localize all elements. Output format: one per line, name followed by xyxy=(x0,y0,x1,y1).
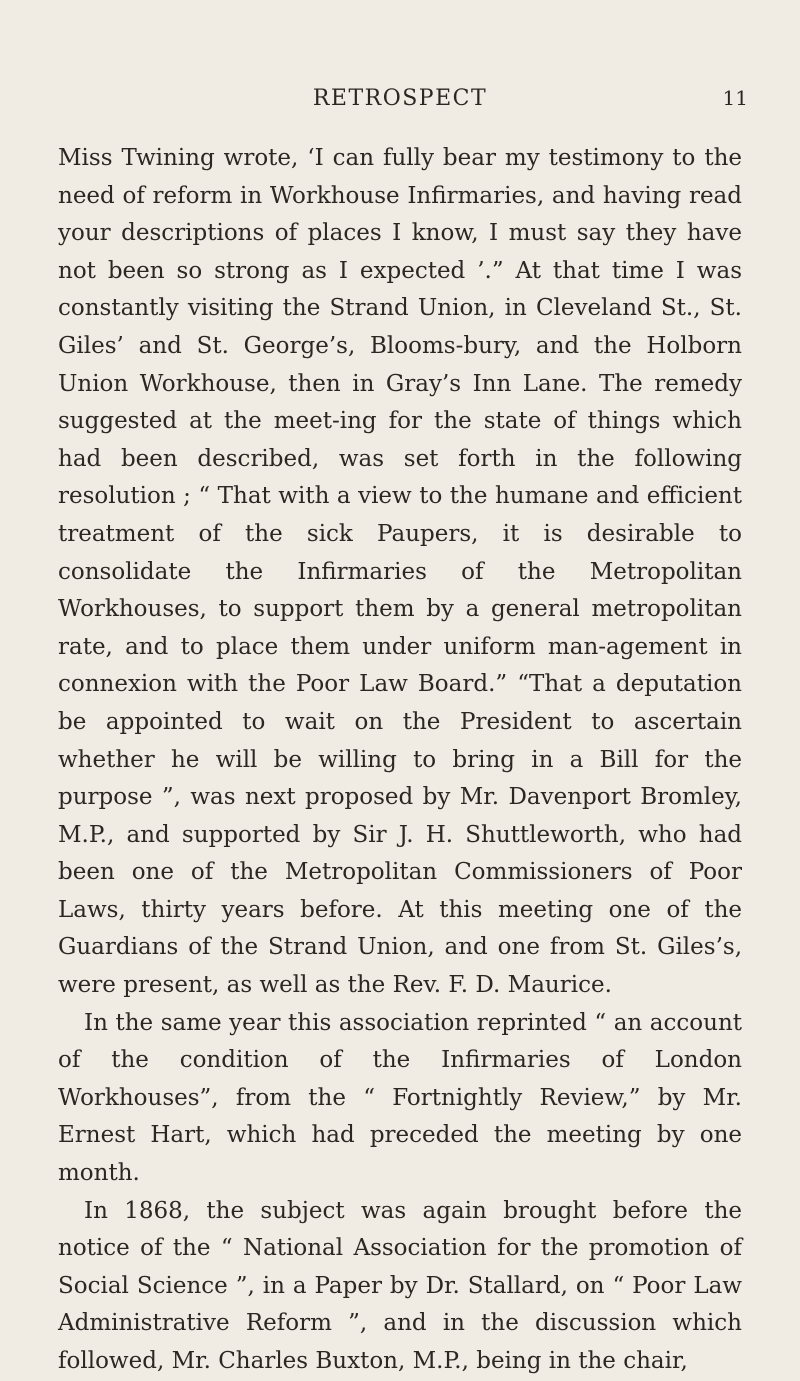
paragraph-1: Miss Twining wrote, ‘I can fully bear my testimony to the need of reform in Workhouse Infirmaries, and having read your descriptions of places I know, I must say they have not been so strong as I expected ’.” At that time I was constantly visiting the Strand Union, in Cleveland St., St. Giles’ and St. George’s, Blooms-bury, and the Holborn Union Workhouse, then in Gray’s Inn Lane. The remedy suggested at the meet-ing for the state of things which had been described, was set forth in the following resolution ; “ That with a view to the humane and efficient treatment of the sick Paupers, it is desirable to consolidate the Infirmaries of the Metropolitan Workhouses, to support them by a general metropolitan rate, and to place them under uniform man-agement in connexion with the Poor Law Board.” “That a deputation be appointed to wait on the President to ascertain whether he will be willing to bring in a Bill for the purpose ”, was next proposed by Mr. Davenport Bromley, M.P., and supported by Sir J. H. Shuttleworth, who had been one of the Metropolitan Commissioners of Poor Laws, thirty years before. At this meeting one of the Guardians of the Strand Union, and one from St. Giles’s, were present, as well as the Rev. F. D. Maurice. xyxy=(58,145,742,999)
running-title: RETROSPECT xyxy=(312,86,488,111)
paragraph-3: In 1868, the subject was again brought before the notice of the “ National Association for the promotion of Social Science ”, in a Paper by Dr. Stallard, on “ Poor Law Administrative Reform ”, and in the discussion which followed, Mr. Charles Buxton, M.P., being in the chair, xyxy=(58,1197,742,1374)
body-text xyxy=(58,140,742,1381)
paragraph-2: In the same year this association reprinted “ an account of the condition of the Infirmaries of London Workhouses”, from the “ Fortnightly Review,” by Mr. Ernest Hart, which had preceded the meeting by one month. xyxy=(58,1009,742,1187)
running-head xyxy=(52,86,748,120)
page-number: 11 xyxy=(722,86,748,110)
